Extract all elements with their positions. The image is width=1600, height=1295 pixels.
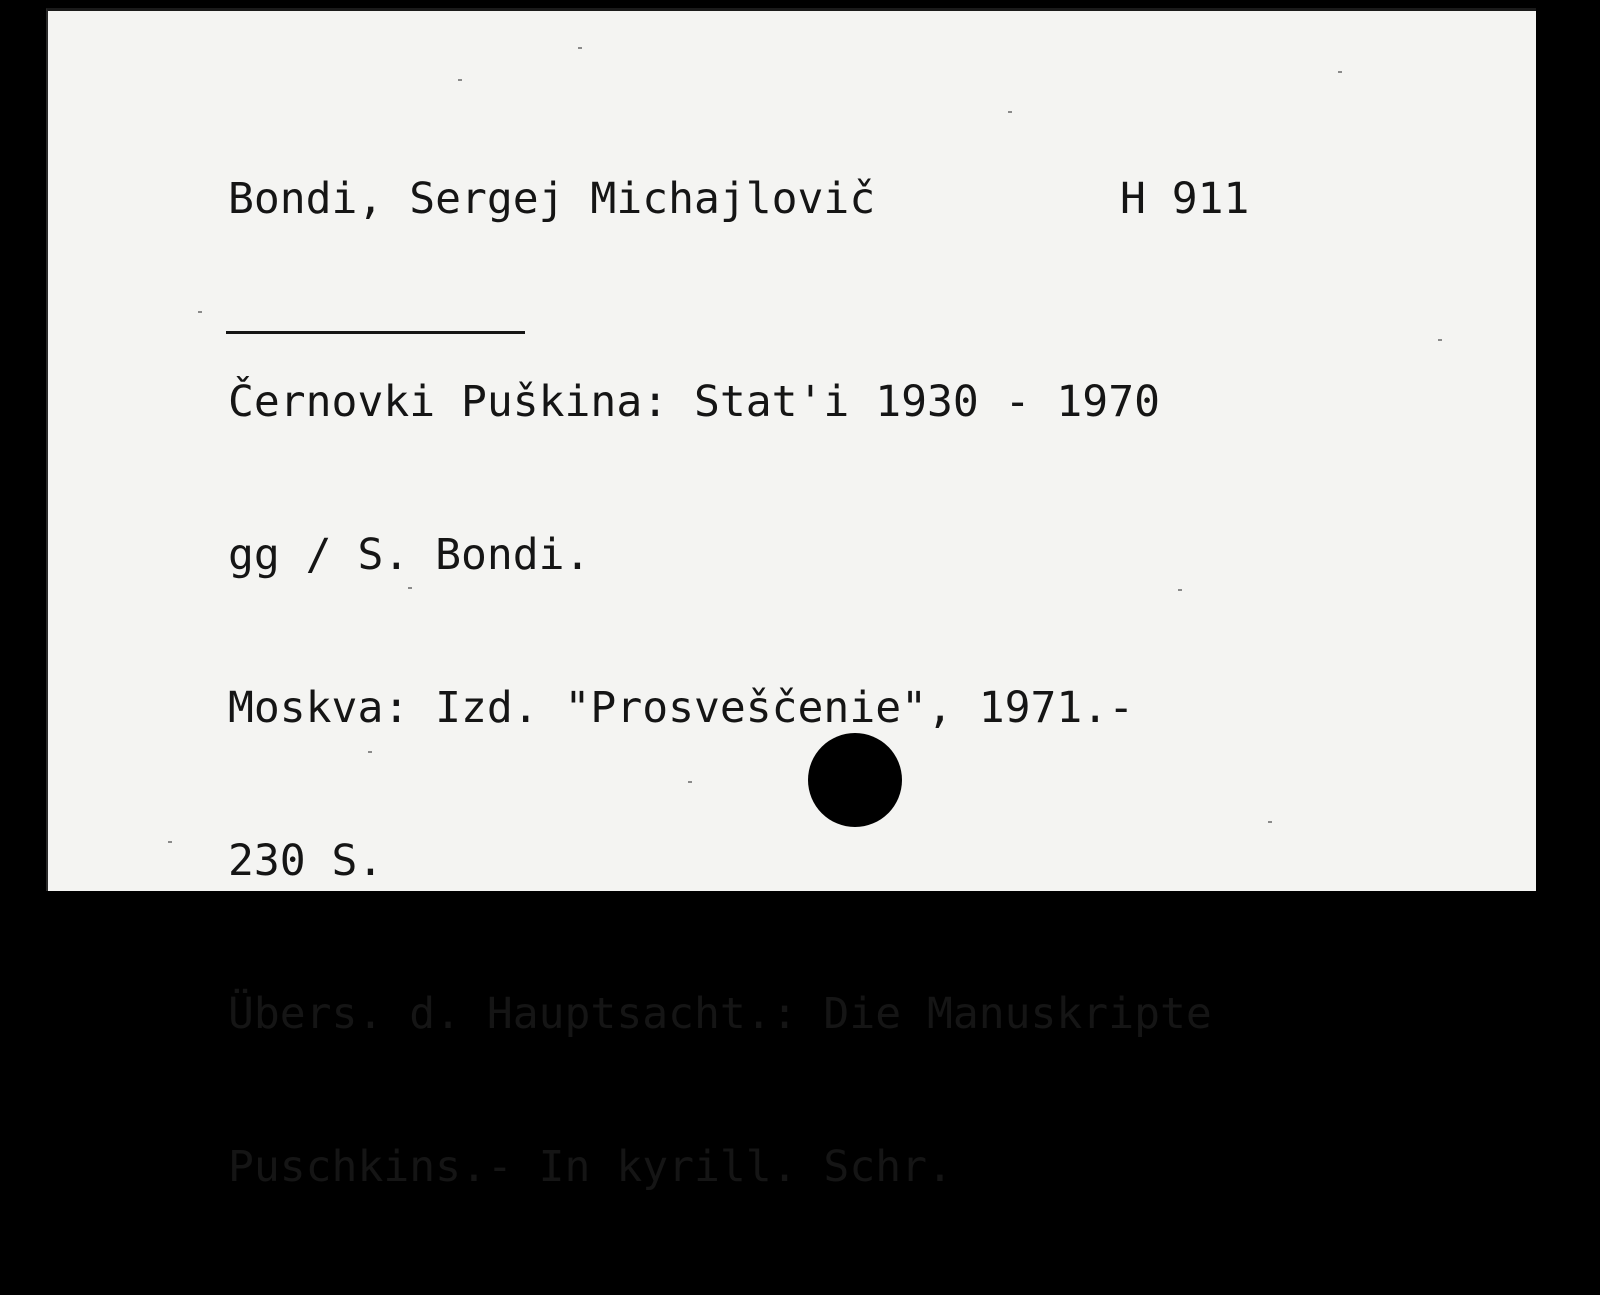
paper-speck [458, 79, 462, 81]
paper-speck [1008, 111, 1012, 113]
publication-line: Moskva: Izd. "Prosveščenie", 1971.- [228, 683, 1135, 733]
call-number: H 911 [1120, 174, 1250, 224]
title-underline [226, 331, 525, 334]
paper-speck [688, 781, 692, 783]
paper-speck [1268, 821, 1272, 823]
translated-title-line: Übers. d. Hauptsacht.: Die Manuskripte [228, 989, 1212, 1039]
paper-speck [368, 751, 372, 753]
punch-hole [808, 733, 902, 827]
paper-speck [408, 587, 412, 589]
paper-speck [198, 311, 202, 313]
paper-speck [1338, 71, 1342, 73]
script-note-line: Puschkins.- In kyrill. Schr. [228, 1142, 953, 1192]
paper-speck [578, 47, 582, 49]
card-body [228, 275, 1212, 1295]
statement-of-responsibility-line: gg / S. Bondi. [228, 530, 591, 580]
paper-speck [1438, 339, 1442, 341]
catalog-card [46, 8, 1536, 1192]
card-heading: Bondi, Sergej Michajlovič [228, 174, 876, 224]
pagination-line: 230 S. [228, 836, 384, 886]
title-line: Černovki Puškina: Stat'i 1930 - 1970 [228, 377, 1160, 427]
paper-speck [1178, 589, 1182, 591]
paper-speck [168, 841, 172, 843]
